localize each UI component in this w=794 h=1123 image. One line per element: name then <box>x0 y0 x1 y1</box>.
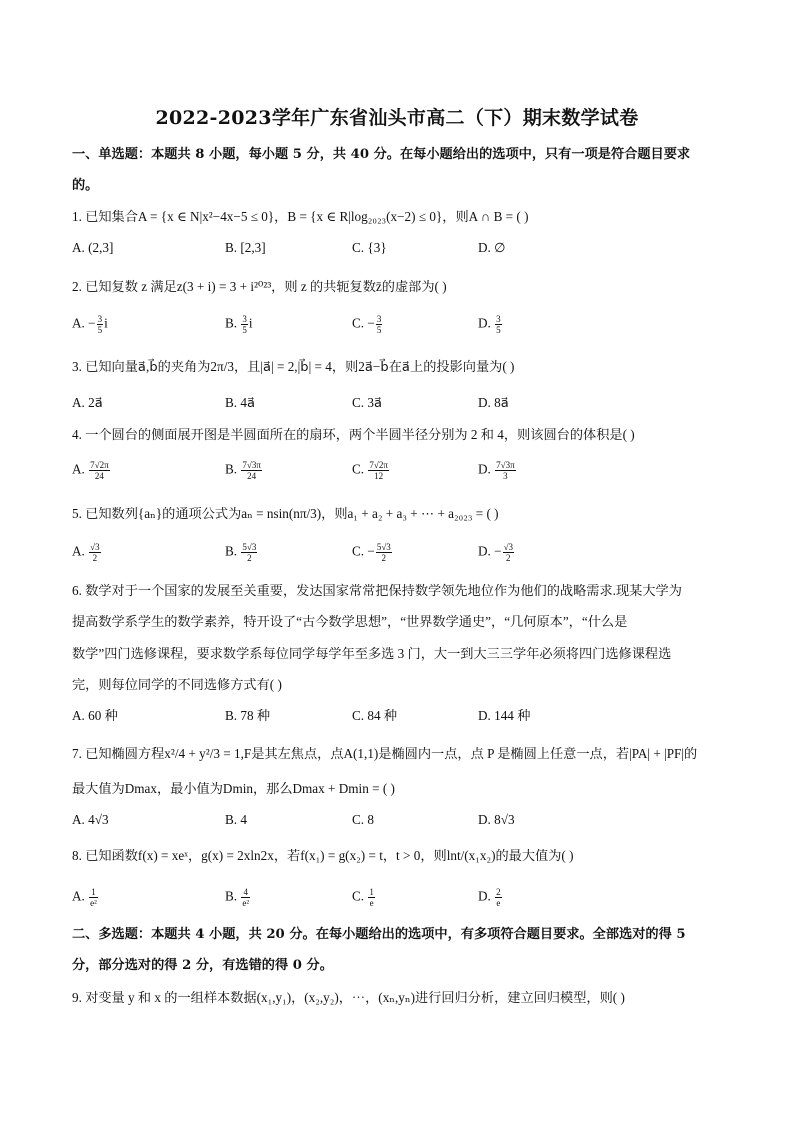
question-5: 5. 已知数列{aₙ}的通项公式为aₙ = nsin(nπ/3)，则a₁ + a₂ + a₃ + ⋯ + a₂₀₂₃ = ( ) <box>72 506 499 521</box>
q3-option-c: C. 3a⃗ <box>352 395 383 410</box>
question-6-line-1: 6. 数学对于一个国家的发展至关重要，发达国家常常把保持数学领先地位作为他们的战略需求.现某大学为 <box>72 583 682 598</box>
q7-option-b: B. 4 <box>225 812 247 827</box>
question-7-line-2: 最大值为Dmax，最小值为Dmin，那么Dmax + Dmin = ( ) <box>72 781 395 796</box>
section-1-heading-cont: 的。 <box>72 178 99 193</box>
section-1-heading: 一、单选题：本题共 8 小题，每小题 5 分，共 40 分。在每小题给出的选项中，只有一项是符合题目要求 <box>72 147 691 162</box>
section-2-heading-cont: 分，部分选对的得 2 分，有选错的得 0 分。 <box>72 958 333 973</box>
q1-option-b: B. [2,3] <box>225 240 266 255</box>
q1-option-c: C. {3} <box>352 240 387 255</box>
q8-option-c: C. $\frac{1}{e}$ <box>352 887 374 908</box>
question-7-line-1: 7. 已知椭圆方程x²/4 + y²/3 = 1,F是其左焦点，点A(1,1)是椭圆内一点，点 P 是椭圆上任意一点，若|PA| + |PF|的 <box>72 746 698 761</box>
question-8: 8. 已知函数f(x) = xeˣ，g(x) = 2xln2x，若f(x₁) = g(x₂) = t，t > 0，则lnt/(x₁x₂)的最大值为( ) <box>72 848 574 863</box>
question-1: 1. 已知集合A = {x ∈ N|x²−4x−5 ≤ 0}，B = {x ∈ R|log₂₀₂₃(x−2) ≤ 0}，则A ∩ B = ( ) <box>72 209 529 224</box>
question-6-line-2: 提高数学系学生的数学素养，特开设了“古今数学思想”，“世界数学通史”，“几何原本”，“什么是 <box>72 614 628 629</box>
q1-option-d: D. ∅ <box>478 240 506 255</box>
question-4: 4. 一个圆台的侧面展开图是半圆面所在的扇环，两个半圆半径分别为 2 和 4，则该圆台的体积是( ) <box>72 427 635 442</box>
q1-option-a: A. (2,3] <box>72 240 114 255</box>
q8-option-b: B. $\frac{4}{\text{e²}}$ <box>225 887 250 908</box>
q4-option-a: A. $\frac{7√2\pi}{24}$ <box>72 460 109 481</box>
question-3: 3. 已知向量a⃗,b⃗的夹角为2π/3，且|a⃗| = 2,|b⃗| = 4，则2a⃗−b⃗在a⃗上的投影向量为( ) <box>72 359 515 374</box>
question-2: 2. 已知复数 z 满足z(3 + i) = 3 + i²⁰²³，则 z 的共轭复数z̄的虚部为( ) <box>72 279 447 294</box>
q8-option-a: A. $\frac{1}{\text{e²}}$ <box>72 887 97 908</box>
page-title: 2022-2023学年广东省汕头市高二（下）期末数学试卷 <box>155 107 639 129</box>
question-6-line-3: 数学”四门选修课程，要求数学系每位同学每学年至多选 3 门，大一到大三三学年必须将四门选修课程选 <box>72 646 672 661</box>
q7-option-d: D. 8√3 <box>478 812 515 827</box>
q8-option-d: D. $\frac{2}{e}$ <box>478 887 501 908</box>
q5-option-d: D. − $\frac{√3}{2}$ <box>478 542 514 563</box>
q7-option-a: A. 4√3 <box>72 812 109 827</box>
q6-option-c: C. 84 种 <box>352 708 398 723</box>
q7-option-c: C. 8 <box>352 812 374 827</box>
q6-option-d: D. 144 种 <box>478 708 531 723</box>
q2-option-b: B. $\frac{3}{5}$ i <box>225 314 253 335</box>
q2-option-c: C. − $\frac{3}{5}$ <box>352 314 382 335</box>
q5-option-a: A. $\frac{√3}{2}$ <box>72 542 100 563</box>
question-6-line-4: 完，则每位同学的不同选修方式有( ) <box>72 677 282 692</box>
q3-option-d: D. 8a⃗ <box>478 395 509 410</box>
q3-option-b: B. 4a⃗ <box>225 395 256 410</box>
q4-option-d: D. $\frac{7√3\pi}{3}$ <box>478 460 515 481</box>
q2-option-d: D. $\frac{3}{5}$ <box>478 314 501 335</box>
section-2-heading: 二、多选题：本题共 4 小题，共 20 分。在每小题给出的选项中，有多项符合题目要求。全部选对的得 5 <box>72 927 686 942</box>
q5-option-c: C. − $\frac{5√3}{2}$ <box>352 542 391 563</box>
q4-option-c: C. $\frac{7√2\pi}{12}$ <box>352 460 388 481</box>
q5-option-b: B. $\frac{5√3}{2}$ <box>225 542 257 563</box>
q4-option-b: B. $\frac{7√3\pi}{24}$ <box>225 460 261 481</box>
q2-option-a: A. − $\frac{3}{5}$ i <box>72 314 108 335</box>
q3-option-a: A. 2a⃗ <box>72 395 103 410</box>
q6-option-a: A. 60 种 <box>72 708 118 723</box>
question-9: 9. 对变量 y 和 x 的一组样本数据(x₁,y₁)，(x₂,y₂)，⋯，(xₙ,yₙ)进行回归分析，建立回归模型，则( ) <box>72 990 625 1005</box>
q6-option-b: B. 78 种 <box>225 708 271 723</box>
